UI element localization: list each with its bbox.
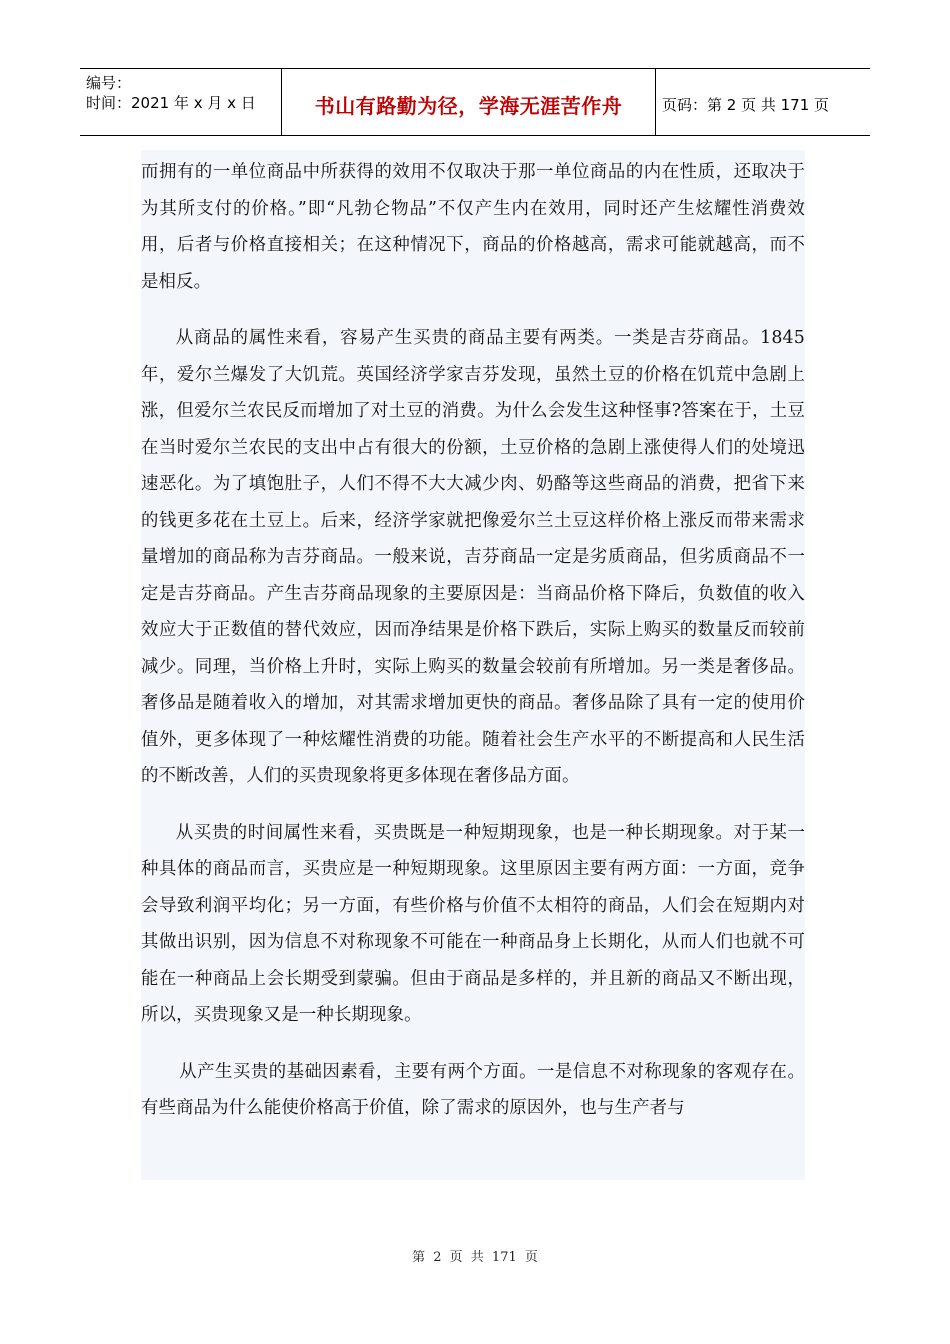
header-page-number: 页码：第 2 页 共 171 页 — [662, 95, 830, 114]
document-date-label: 时间：2021 年 x 月 x 日 — [86, 94, 256, 112]
body-paragraph: 从商品的属性来看，容易产生买贵的商品主要有两类。一类是吉芬商品。1845 年，爱尔兰爆发了大饥荒。英国经济学家吉芬发现，虽然土豆的价格在饥荒中急剧上涨，但爱尔兰农民反而增加了对土豆的消费。为什么会发生这种怪事?答案在于，土豆在当时爱尔兰农民的支出中占有很大的份额，土豆价格的急剧上涨使得人们的处境迅速恶化。为了填饱肚子，人们不得不大大减少肉、奶酪等这些商品的消费，把省下来的钱更多花在土豆上。后来，经济学家就把像爱尔兰土豆这样价格上涨反而带来需求量增加的商品称为吉芬商品。一般来说，吉芬商品一定是劣质商品，但劣质商品不一定是吉芬商品。产生吉芬商品现象的主要原因是：当商品价格下降后，负数值的收入效应大于正数值的替代效应，因而净结果是价格下跌后，实际上购买的数量反而较前减少。同理，当价格上升时，实际上购买的数量会较前有所增加。另一类是奢侈品。奢侈品是随着收入的增加，对其需求增加更快的商品。奢侈品除了具有一定的使用价值外，更多体现了一种炫耀性消费的功能。随着社会生产水平的不断提高和人民生活的不断改善，人们的买贵现象将更多体现在奢侈品方面。 — [141, 328, 805, 786]
body-paragraph: 从产生买贵的基础因素看，主要有两个方面。一是信息不对称现象的客观存在。有些商品为什么能使价格高于价值，除了需求的原因外，也与生产者与 — [141, 1061, 805, 1118]
document-body — [141, 150, 805, 1180]
body-paragraph: 从买贵的时间属性来看，买贵既是一种短期现象，也是一种长期现象。对于某一种具体的商品而言，买贵应是一种短期现象。这里原因主要有两方面：一方面，竞争会导致利润平均化；另一方面，有些价格与价值不太相符的商品，人们会在短期内对其做出识别，因为信息不对称现象不可能在一种商品身上长期化，从而人们也就不可能在一种商品上会长期受到蒙骗。但由于商品是多样的，并且新的商品又不断出现，所以，买贵现象又是一种长期现象。 — [141, 822, 805, 1025]
document-number-label: 编号： — [86, 74, 132, 92]
page-footer: 第 2 页 共 171 页 — [412, 1250, 538, 1265]
header-meta-cell — [80, 69, 282, 135]
page-header — [80, 68, 870, 136]
header-motto: 书山有路勤为径，学海无涯苦作舟 — [282, 69, 656, 135]
body-paragraph: 而拥有的一单位商品中所获得的效用不仅取决于那一单位商品的内在性质，还取决于为其所支付的价格。”即“凡勃仑物品”不仅产生内在效用，同时还产生炫耀性消费效用，后者与价格直接相关；在这种情况下，商品的价格越高，需求可能就越高，而不是相反。 — [141, 162, 805, 292]
